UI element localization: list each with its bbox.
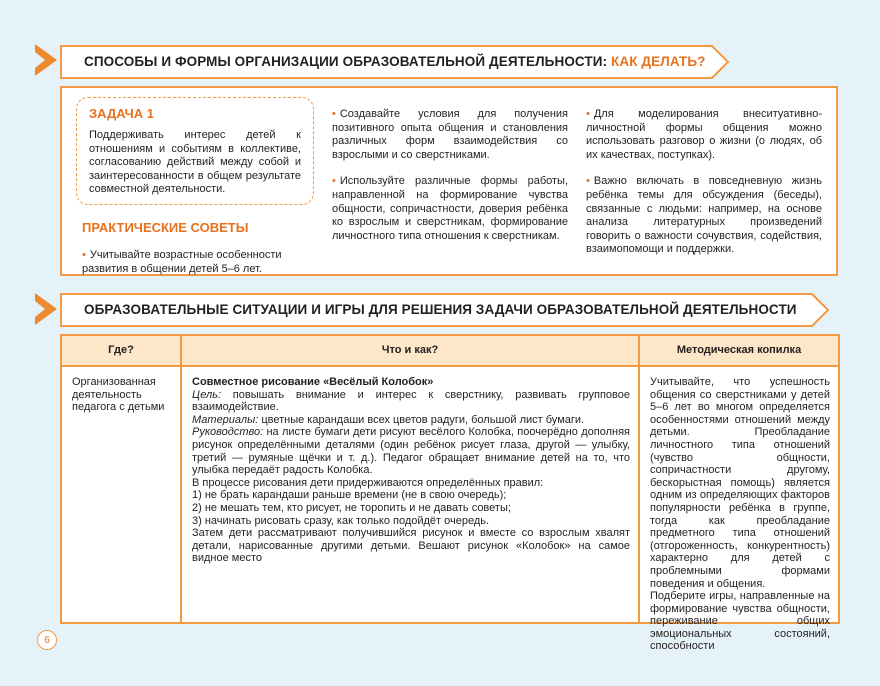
cell-method: Учитывайте, что успешность общения со сверстниками у детей 5–6 лет во многом определяется особенностями отношений между детьми. Преобладание личностного типа отношений (чувство общности, сопричастности другому, бескорыстная помощь) является одним из определяющих факторов популярности ребёнка в группе, тогда как преобладание предметного типа отношений (отгороженность, конкурентность) характерно для детей с проблемными формами поведения и общения. Подберите игры, направленные на формирование чувства общности, переживание общих эмоциональных состояний, способности [650,376,830,653]
advice-item: • Используйте различные формы работы, направленной на формирование чувства общности, сопричастности, доверия ребёнка ко взрослым и сверстникам, формирование личностного типа отношения к сверстникам. [332,175,568,242]
advice-column-3 [586,108,822,270]
section-title-situations: ОБРАЗОВАТЕЛЬНЫЕ СИТУАЦИИ И ИГРЫ ДЛЯ РЕШЕНИЯ ЗАДАЧИ ОБРАЗОВАТЕЛЬНОЙ ДЕЯТЕЛЬНОСТИ [84,302,797,317]
column-header-what: Что и как? [381,344,439,356]
column-divider [638,336,640,622]
tips-block [82,220,314,276]
bullet-icon: • [82,249,86,261]
section-title-methods: СПОСОБЫ И ФОРМЫ ОРГАНИЗАЦИИ ОБРАЗОВАТЕЛЬНОЙ ДЕЯТЕЛЬНОСТИ: КАК ДЕЛАТЬ? [84,54,706,69]
task-card [76,97,314,205]
task-heading: ЗАДАЧА 1 [89,106,155,121]
bullet-icon: • [332,175,336,188]
table-header [62,336,838,367]
advice-box [60,86,838,276]
activity-title: Совместное рисование «Весёлый Колобок» [192,376,434,388]
column-divider [180,336,182,622]
section-banner-situations [60,293,830,327]
bullet-icon: • [586,175,590,188]
arrow-marker-icon [35,44,57,76]
page-number: 6 [37,630,57,650]
bullet-icon: • [586,108,590,120]
advice-column-2 [332,108,568,256]
situations-table [60,334,840,653]
column-header-where: Где? [108,344,134,356]
cell-where: Организованная деятельность педагога с детьми [72,376,165,414]
tips-item: • Учитывайте возрастные особенности развития в общении детей 5–6 лет. [82,249,282,275]
advice-item: • Для моделирования внеситуативно-личностной формы общения можно использовать разговор о жизни (о людях, об их качествах, поступках). [586,108,822,161]
arrow-marker-icon [35,293,57,325]
cell-what: Совместное рисование «Весёлый Колобок» Цель: повышать внимание и интерес к сверстнику, развивать групповое взаимодействие. Материалы: цветные карандаши всех цветов радуги, большой лист бумаги. Руководство: на листе бумаги дети рисуют весёлого Колобка, поочерёдно дополняя рисунок определёнными деталями (один ребёнок рисует глаза, другой — улыбку, третий — румяные щёчки и т. д.). Педагог обращает внимание детей на то, что улыбка передаёт радость Колобка. В процессе рисования дети придерживаются определённых правил: 1) не брать карандаши раньше времени (не в свою очередь); 2) не мешать тем, кто рисует, не торопить и не давать советы; 3) начинать рисовать сразу, как только подойдёт очередь. Затем дети рассматривают получившийся рисунок и вместе со взрослым хвалят детали, нарисованные другими детьми. Вешают рисунок «Колобок» на самое видное место [192,376,630,565]
bullet-icon: • [332,108,336,120]
advice-item: • Важно включать в повседневную жизнь ребёнка темы для обсуждения (беседы), связанные с людьми: например, на основе анализа литературных произведений говорить о важности сочувствия, содействия, взаимопомощи и поддержки. [586,175,822,256]
section-banner-methods [60,45,730,79]
tips-heading: ПРАКТИЧЕСКИЕ СОВЕТЫ [82,220,249,235]
advice-item: • Создавайте условия для получения позитивного опыта общения и становления различных форм взаимодействия со взрослыми и со сверстниками. [332,108,568,161]
column-header-method: Методическая копилка [676,344,802,356]
task-text: Поддерживать интерес детей к отношениям и событиям в коллективе, согласованию действий между собой и заинтересованности в общем результате совместной деятельности. [89,129,301,196]
